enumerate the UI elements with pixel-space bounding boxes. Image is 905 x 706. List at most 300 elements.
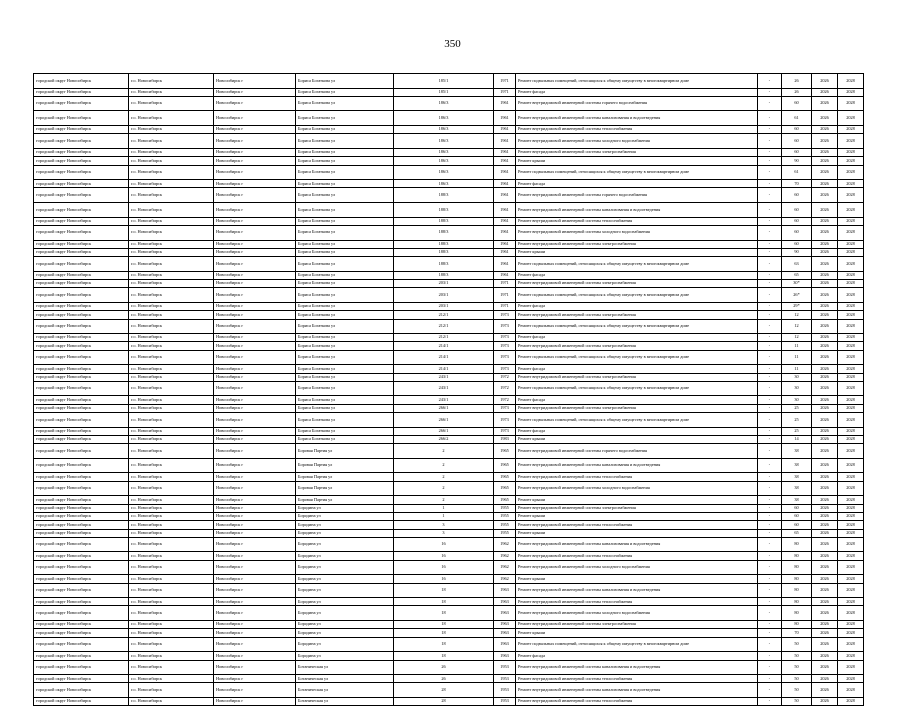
build-year-cell: 1953 <box>494 698 516 706</box>
dash-cell: - <box>758 126 782 134</box>
house-number-cell: 186/3 <box>394 157 494 165</box>
work-type-cell: Ремонт внутридомовой инженерной системы электроснабжения <box>516 280 758 288</box>
start-year-cell: 2026 <box>812 652 838 660</box>
end-year-cell: 2028 <box>838 598 864 606</box>
district-cell: г.о. Новосибирск <box>129 381 214 396</box>
street-cell: Боровая Партия ул <box>296 496 394 504</box>
end-year-cell: 2028 <box>838 373 864 381</box>
work-type-cell: Ремонт внутридомовой инженерной системы горячего водоснабжения <box>516 444 758 459</box>
end-year-cell: 2028 <box>838 381 864 396</box>
district-cell: г.о. Новосибирск <box>129 481 214 496</box>
end-year-cell: 2028 <box>838 134 864 149</box>
house-number-cell: 2 <box>394 496 494 504</box>
build-year-cell: 1973 <box>494 311 516 319</box>
end-year-cell: 2028 <box>838 96 864 111</box>
table-row <box>34 521 864 529</box>
house-number-cell: 18 <box>394 606 494 621</box>
dash-cell: - <box>758 280 782 288</box>
end-year-cell: 2028 <box>838 512 864 520</box>
start-year-cell: 2026 <box>812 583 838 598</box>
dash-cell: - <box>758 188 782 203</box>
end-year-cell: 2028 <box>838 217 864 225</box>
house-number-cell: 1 <box>394 512 494 520</box>
municipality-cell: городской округ Новосибирск <box>34 504 129 512</box>
work-type-cell: Ремонт внутридомовой инженерной системы электроснабжения <box>516 311 758 319</box>
house-number-cell: 188/3 <box>394 203 494 218</box>
cost-cell: 60 <box>782 225 812 240</box>
work-type-cell: Ремонт подвальных помещений, относящихся к общему имуществу в многоквартирном доме <box>516 381 758 396</box>
table-row <box>34 257 864 272</box>
work-type-cell: Ремонт внутридомовой инженерной системы теплоснабжения <box>516 675 758 683</box>
build-year-cell: 1961 <box>494 96 516 111</box>
house-number-cell: 212/1 <box>394 311 494 319</box>
cost-cell: 11 <box>782 365 812 373</box>
table-row <box>34 74 864 89</box>
end-year-cell: 2028 <box>838 311 864 319</box>
table-row <box>34 157 864 165</box>
house-number-cell: 3 <box>394 521 494 529</box>
table-row <box>34 552 864 560</box>
municipality-cell: городской округ Новосибирск <box>34 512 129 520</box>
city-cell: Новосибирск г <box>214 481 296 496</box>
municipality-cell: городской округ Новосибирск <box>34 413 129 428</box>
work-type-cell: Ремонт внутридомовой инженерной системы холодного водоснабжения <box>516 606 758 621</box>
work-type-cell: Ремонт внутридомовой инженерной системы горячего водоснабжения <box>516 96 758 111</box>
end-year-cell: 2028 <box>838 537 864 552</box>
municipality-cell: городской округ Новосибирск <box>34 188 129 203</box>
dash-cell: - <box>758 652 782 660</box>
start-year-cell: 2026 <box>812 481 838 496</box>
end-year-cell: 2028 <box>838 521 864 529</box>
cost-cell: 38 <box>782 444 812 459</box>
end-year-cell: 2028 <box>838 529 864 537</box>
cost-cell: 12 <box>782 319 812 334</box>
city-cell: Новосибирск г <box>214 683 296 698</box>
cost-cell: 25 <box>782 413 812 428</box>
dash-cell: - <box>758 598 782 606</box>
build-year-cell: 1965 <box>494 496 516 504</box>
table-row <box>34 111 864 126</box>
municipality-cell: городской округ Новосибирск <box>34 165 129 180</box>
municipality-cell: городской округ Новосибирск <box>34 74 129 89</box>
cost-cell: 80 <box>782 598 812 606</box>
house-number-cell: 2 <box>394 473 494 481</box>
municipality-cell: городской округ Новосибирск <box>34 629 129 637</box>
end-year-cell: 2028 <box>838 652 864 660</box>
start-year-cell: 2026 <box>812 373 838 381</box>
district-cell: г.о. Новосибирск <box>129 365 214 373</box>
city-cell: Новосибирск г <box>214 126 296 134</box>
house-number-cell: 188/3 <box>394 271 494 279</box>
cost-cell: 29* <box>782 302 812 310</box>
build-year-cell: 1961 <box>494 240 516 248</box>
dash-cell: - <box>758 560 782 575</box>
street-cell: Бородина ул <box>296 504 394 512</box>
start-year-cell: 2026 <box>812 529 838 537</box>
street-cell: Ботаническая ул <box>296 660 394 675</box>
work-type-cell: Ремонт внутридомовой инженерной системы электроснабжения <box>516 240 758 248</box>
start-year-cell: 2026 <box>812 552 838 560</box>
cost-cell: 50 <box>782 698 812 706</box>
start-year-cell: 2026 <box>812 683 838 698</box>
municipality-cell: городской округ Новосибирск <box>34 248 129 256</box>
street-cell: Бориса Богаткова ул <box>296 88 394 96</box>
build-year-cell: 1973 <box>494 404 516 412</box>
work-type-cell: Ремонт фасада <box>516 334 758 342</box>
municipality-cell: городской округ Новосибирск <box>34 157 129 165</box>
table-row <box>34 148 864 156</box>
district-cell: г.о. Новосибирск <box>129 288 214 303</box>
table-row <box>34 660 864 675</box>
table-row <box>34 311 864 319</box>
district-cell: г.о. Новосибирск <box>129 637 214 652</box>
district-cell: г.о. Новосибирск <box>129 660 214 675</box>
district-cell: г.о. Новосибирск <box>129 74 214 89</box>
cost-cell: 61 <box>782 111 812 126</box>
dash-cell: - <box>758 435 782 443</box>
cost-cell: 50 <box>782 683 812 698</box>
start-year-cell: 2026 <box>812 404 838 412</box>
work-type-cell: Ремонт внутридомовой инженерной системы электроснабжения <box>516 621 758 629</box>
end-year-cell: 2028 <box>838 583 864 598</box>
end-year-cell: 2028 <box>838 319 864 334</box>
start-year-cell: 2026 <box>812 621 838 629</box>
dash-cell: - <box>758 683 782 698</box>
city-cell: Новосибирск г <box>214 621 296 629</box>
house-number-cell: 212/1 <box>394 319 494 334</box>
city-cell: Новосибирск г <box>214 381 296 396</box>
cost-cell: 70 <box>782 180 812 188</box>
cost-cell: 50 <box>782 652 812 660</box>
municipality-cell: городской округ Новосибирск <box>34 88 129 96</box>
municipality-cell: городской округ Новосибирск <box>34 675 129 683</box>
municipality-cell: городской округ Новосибирск <box>34 606 129 621</box>
district-cell: г.о. Новосибирск <box>129 334 214 342</box>
house-number-cell: 203/1 <box>394 302 494 310</box>
start-year-cell: 2026 <box>812 302 838 310</box>
city-cell: Новосибирск г <box>214 637 296 652</box>
district-cell: г.о. Новосибирск <box>129 606 214 621</box>
city-cell: Новосибирск г <box>214 629 296 637</box>
dash-cell: - <box>758 473 782 481</box>
table-row <box>34 560 864 575</box>
district-cell: г.о. Новосибирск <box>129 319 214 334</box>
district-cell: г.о. Новосибирск <box>129 271 214 279</box>
house-number-cell: 1 <box>394 504 494 512</box>
build-year-cell: 1972 <box>494 381 516 396</box>
cost-cell: 60 <box>782 521 812 529</box>
district-cell: г.о. Новосибирск <box>129 342 214 350</box>
table-row <box>34 683 864 698</box>
municipality-cell: городской округ Новосибирск <box>34 698 129 706</box>
end-year-cell: 2028 <box>838 683 864 698</box>
cost-cell: 63 <box>782 257 812 272</box>
work-type-cell: Ремонт внутридомовой инженерной системы теплоснабжения <box>516 126 758 134</box>
cost-cell: 38 <box>782 473 812 481</box>
dash-cell: - <box>758 271 782 279</box>
city-cell: Новосибирск г <box>214 435 296 443</box>
municipality-cell: городской округ Новосибирск <box>34 427 129 435</box>
street-cell: Ботаническая ул <box>296 675 394 683</box>
municipality-cell: городской округ Новосибирск <box>34 637 129 652</box>
table-row <box>34 504 864 512</box>
street-cell: Бородина ул <box>296 529 394 537</box>
city-cell: Новосибирск г <box>214 311 296 319</box>
build-year-cell: 1955 <box>494 521 516 529</box>
end-year-cell: 2028 <box>838 257 864 272</box>
end-year-cell: 2028 <box>838 302 864 310</box>
house-number-cell: 212/1 <box>394 334 494 342</box>
municipality-cell: городской округ Новосибирск <box>34 521 129 529</box>
house-number-cell: 2 <box>394 481 494 496</box>
city-cell: Новосибирск г <box>214 504 296 512</box>
district-cell: г.о. Новосибирск <box>129 404 214 412</box>
city-cell: Новосибирск г <box>214 427 296 435</box>
street-cell: Бородина ул <box>296 537 394 552</box>
house-number-cell: 243/1 <box>394 381 494 396</box>
table-row <box>34 217 864 225</box>
municipality-cell: городской округ Новосибирск <box>34 288 129 303</box>
cost-cell: 38 <box>782 496 812 504</box>
end-year-cell: 2028 <box>838 350 864 365</box>
dash-cell: - <box>758 427 782 435</box>
start-year-cell: 2026 <box>812 496 838 504</box>
municipality-cell: городской округ Новосибирск <box>34 583 129 598</box>
table-row <box>34 280 864 288</box>
municipality-cell: городской округ Новосибирск <box>34 537 129 552</box>
cost-cell: 50 <box>782 675 812 683</box>
city-cell: Новосибирск г <box>214 413 296 428</box>
municipality-cell: городской округ Новосибирск <box>34 444 129 459</box>
city-cell: Новосибирск г <box>214 188 296 203</box>
street-cell: Ботаническая ул <box>296 698 394 706</box>
dash-cell: - <box>758 365 782 373</box>
build-year-cell: 1962 <box>494 552 516 560</box>
start-year-cell: 2026 <box>812 74 838 89</box>
city-cell: Новосибирск г <box>214 157 296 165</box>
district-cell: г.о. Новосибирск <box>129 396 214 404</box>
cost-cell: 60 <box>782 96 812 111</box>
city-cell: Новосибирск г <box>214 280 296 288</box>
end-year-cell: 2028 <box>838 180 864 188</box>
house-number-cell: 2 <box>394 444 494 459</box>
street-cell: Бориса Богаткова ул <box>296 188 394 203</box>
dash-cell: - <box>758 698 782 706</box>
cost-cell: 70 <box>782 629 812 637</box>
work-type-cell: Ремонт внутридомовой инженерной системы теплоснабжения <box>516 521 758 529</box>
table-row <box>34 88 864 96</box>
house-number-cell: 243/1 <box>394 396 494 404</box>
work-type-cell: Ремонт фасада <box>516 302 758 310</box>
build-year-cell: 1963 <box>494 637 516 652</box>
dash-cell: - <box>758 240 782 248</box>
start-year-cell: 2026 <box>812 217 838 225</box>
start-year-cell: 2026 <box>812 473 838 481</box>
city-cell: Новосибирск г <box>214 698 296 706</box>
start-year-cell: 2026 <box>812 188 838 203</box>
dash-cell: - <box>758 537 782 552</box>
house-number-cell: 188/3 <box>394 240 494 248</box>
house-number-cell: 18 <box>394 652 494 660</box>
dash-cell: - <box>758 217 782 225</box>
build-year-cell: 1973 <box>494 365 516 373</box>
house-number-cell: 266/2 <box>394 435 494 443</box>
district-cell: г.о. Новосибирск <box>129 311 214 319</box>
city-cell: Новосибирск г <box>214 473 296 481</box>
start-year-cell: 2026 <box>812 180 838 188</box>
build-year-cell: 1953 <box>494 675 516 683</box>
end-year-cell: 2028 <box>838 88 864 96</box>
dash-cell: - <box>758 552 782 560</box>
dash-cell: - <box>758 257 782 272</box>
dash-cell: - <box>758 180 782 188</box>
start-year-cell: 2026 <box>812 126 838 134</box>
end-year-cell: 2028 <box>838 148 864 156</box>
district-cell: г.о. Новосибирск <box>129 575 214 583</box>
end-year-cell: 2028 <box>838 271 864 279</box>
cost-cell: 80 <box>782 552 812 560</box>
house-number-cell: 28 <box>394 698 494 706</box>
district-cell: г.о. Новосибирск <box>129 598 214 606</box>
street-cell: Бориса Богаткова ул <box>296 396 394 404</box>
city-cell: Новосибирск г <box>214 319 296 334</box>
house-number-cell: 3 <box>394 529 494 537</box>
district-cell: г.о. Новосибирск <box>129 413 214 428</box>
house-number-cell: 266/1 <box>394 413 494 428</box>
street-cell: Бориса Богаткова ул <box>296 350 394 365</box>
build-year-cell: 1971 <box>494 302 516 310</box>
municipality-cell: городской округ Новосибирск <box>34 481 129 496</box>
district-cell: г.о. Новосибирск <box>129 552 214 560</box>
street-cell: Бориса Богаткова ул <box>296 373 394 381</box>
house-number-cell: 188/3 <box>394 225 494 240</box>
city-cell: Новосибирск г <box>214 606 296 621</box>
municipality-cell: городской округ Новосибирск <box>34 302 129 310</box>
city-cell: Новосибирск г <box>214 165 296 180</box>
work-type-cell: Ремонт крыши <box>516 512 758 520</box>
house-number-cell: 186/3 <box>394 96 494 111</box>
build-year-cell: 1963 <box>494 583 516 598</box>
build-year-cell: 1953 <box>494 683 516 698</box>
cost-cell: 38 <box>782 458 812 473</box>
start-year-cell: 2026 <box>812 257 838 272</box>
start-year-cell: 2026 <box>812 148 838 156</box>
end-year-cell: 2028 <box>838 404 864 412</box>
district-cell: г.о. Новосибирск <box>129 583 214 598</box>
end-year-cell: 2028 <box>838 481 864 496</box>
dash-cell: - <box>758 637 782 652</box>
municipality-cell: городской округ Новосибирск <box>34 342 129 350</box>
dash-cell: - <box>758 88 782 96</box>
house-number-cell: 185/1 <box>394 88 494 96</box>
work-type-cell: Ремонт внутридомовой инженерной системы канализования и водоотведения <box>516 111 758 126</box>
work-type-cell: Ремонт внутридомовой инженерной системы электроснабжения <box>516 373 758 381</box>
house-number-cell: 16 <box>394 575 494 583</box>
work-type-cell: Ремонт внутридомовой инженерной системы канализования и водоотведения <box>516 203 758 218</box>
cost-cell: 80 <box>782 621 812 629</box>
city-cell: Новосибирск г <box>214 271 296 279</box>
end-year-cell: 2028 <box>838 365 864 373</box>
table-row <box>34 427 864 435</box>
district-cell: г.о. Новосибирск <box>129 257 214 272</box>
street-cell: Бородина ул <box>296 552 394 560</box>
table-row <box>34 396 864 404</box>
cost-cell: 65 <box>782 529 812 537</box>
start-year-cell: 2026 <box>812 225 838 240</box>
municipality-cell: городской округ Новосибирск <box>34 257 129 272</box>
build-year-cell: 1961 <box>494 134 516 149</box>
city-cell: Новосибирск г <box>214 96 296 111</box>
municipality-cell: городской округ Новосибирск <box>34 96 129 111</box>
start-year-cell: 2026 <box>812 537 838 552</box>
municipality-cell: городской округ Новосибирск <box>34 621 129 629</box>
district-cell: г.о. Новосибирск <box>129 280 214 288</box>
cost-cell: 80 <box>782 583 812 598</box>
municipality-cell: городской округ Новосибирск <box>34 203 129 218</box>
build-year-cell: 1973 <box>494 427 516 435</box>
work-type-cell: Ремонт внутридомовой инженерной системы теплоснабжения <box>516 598 758 606</box>
district-cell: г.о. Новосибирск <box>129 537 214 552</box>
street-cell: Бородина ул <box>296 598 394 606</box>
house-number-cell: 18 <box>394 621 494 629</box>
end-year-cell: 2028 <box>838 621 864 629</box>
cost-cell: 65 <box>782 271 812 279</box>
municipality-cell: городской округ Новосибирск <box>34 334 129 342</box>
municipality-cell: городской округ Новосибирск <box>34 180 129 188</box>
table-row <box>34 381 864 396</box>
city-cell: Новосибирск г <box>214 288 296 303</box>
end-year-cell: 2028 <box>838 334 864 342</box>
dash-cell: - <box>758 629 782 637</box>
district-cell: г.о. Новосибирск <box>129 444 214 459</box>
end-year-cell: 2028 <box>838 203 864 218</box>
house-number-cell: 18 <box>394 637 494 652</box>
street-cell: Боровая Партия ул <box>296 481 394 496</box>
district-cell: г.о. Новосибирск <box>129 248 214 256</box>
house-number-cell: 185/1 <box>394 74 494 89</box>
cost-cell: 80 <box>782 537 812 552</box>
street-cell: Боровая Партия ул <box>296 473 394 481</box>
municipality-cell: городской округ Новосибирск <box>34 240 129 248</box>
house-number-cell: 243/1 <box>394 373 494 381</box>
district-cell: г.о. Новосибирск <box>129 373 214 381</box>
district-cell: г.о. Новосибирск <box>129 652 214 660</box>
street-cell: Бородина ул <box>296 560 394 575</box>
table-row <box>34 342 864 350</box>
street-cell: Бородина ул <box>296 606 394 621</box>
table-row <box>34 606 864 621</box>
work-type-cell: Ремонт внутридомовой инженерной системы электроснабжения <box>516 342 758 350</box>
municipality-cell: городской округ Новосибирск <box>34 271 129 279</box>
end-year-cell: 2028 <box>838 660 864 675</box>
dash-cell: - <box>758 529 782 537</box>
end-year-cell: 2028 <box>838 225 864 240</box>
start-year-cell: 2026 <box>812 427 838 435</box>
district-cell: г.о. Новосибирск <box>129 148 214 156</box>
start-year-cell: 2026 <box>812 350 838 365</box>
start-year-cell: 2026 <box>812 504 838 512</box>
work-type-cell: Ремонт крыши <box>516 629 758 637</box>
start-year-cell: 2026 <box>812 334 838 342</box>
city-cell: Новосибирск г <box>214 148 296 156</box>
dash-cell: - <box>758 96 782 111</box>
start-year-cell: 2026 <box>812 575 838 583</box>
street-cell: Бориса Богаткова ул <box>296 96 394 111</box>
municipality-cell: городской округ Новосибирск <box>34 280 129 288</box>
table-row <box>34 240 864 248</box>
cost-cell: 30 <box>782 396 812 404</box>
municipality-cell: городской округ Новосибирск <box>34 319 129 334</box>
